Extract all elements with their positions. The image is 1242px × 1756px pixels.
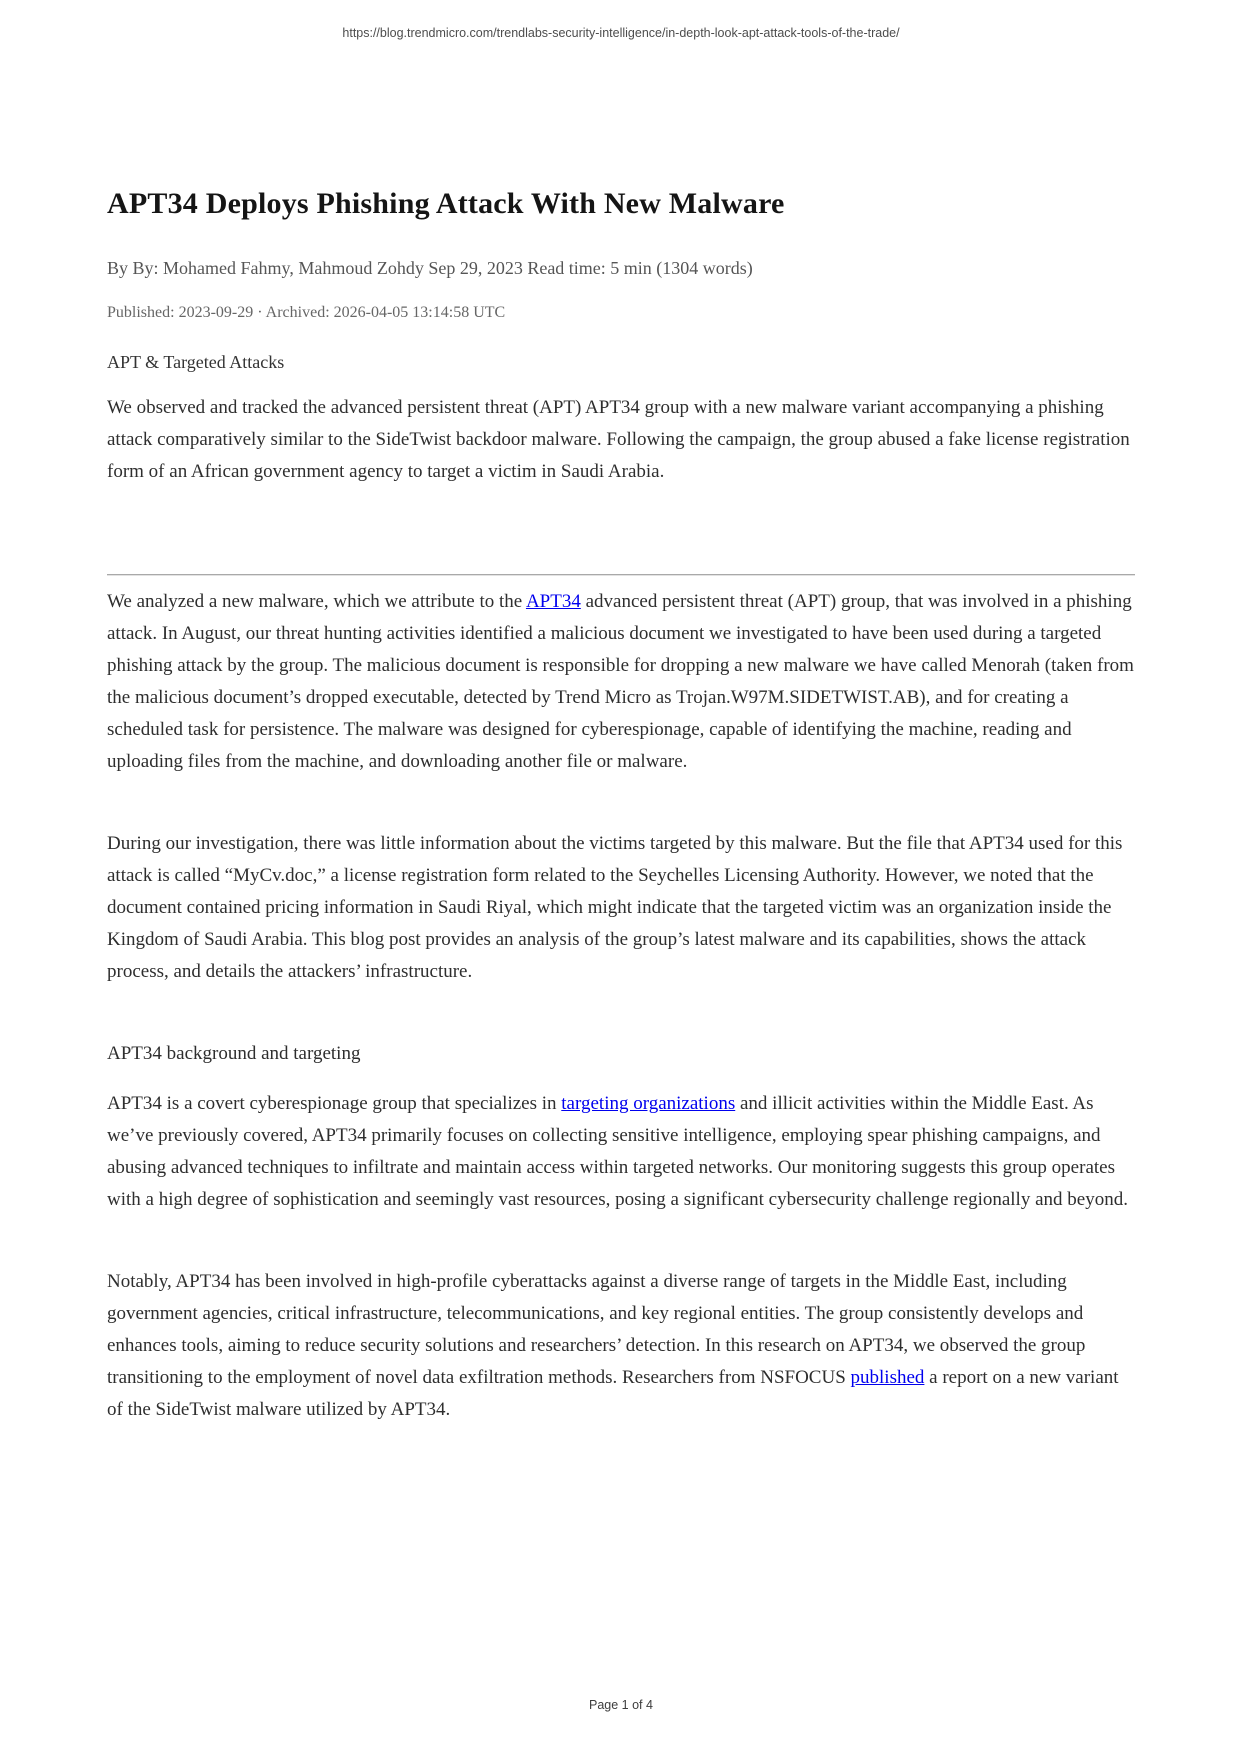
source-url: https://blog.trendmicro.com/trendlabs-security-intelligence/in-depth-look-apt-attack-tools-of-the-trade/ [342,26,900,40]
article-paragraph: We analyzed a new malware, which we attribute to the APT34 advanced persistent threat (APT) group, that was involved in a phishing attack. In August, our threat hunting activities identified a malicious document we investigated to have been used during a targeted phishing attack by the group. The malicious document is responsible for dropping a new malware we have called Menorah (taken from the malicious document’s dropped executable, detected by Trend Micro as Trojan.W97M.SIDETWIST.AB), and for creating a scheduled task for persistence. The malware was designed for cyberespionage, capable of identifying the machine, reading and uploading files from the machine, and downloading another file or malware. [107,591,1134,772]
horizontal-divider [107,574,1135,576]
published-archived-timestamp: Published: 2023-09-29 · Archived: 2026-04-05 13:14:58 UTC [107,304,506,321]
article-lede: We observed and tracked the advanced persistent threat (APT) APT34 group with a new malware variant accompanying a phishing attack comparatively similar to the SideTwist backdoor malware. Following the campaign, the group abused a fake license registration form of an African government agency to target a victim in Saudi Arabia. [107,397,1130,482]
inline-link[interactable]: APT34 [525,591,581,612]
inline-link[interactable]: targeting organizations [561,1093,736,1114]
article-content [107,0,1135,1476]
page-number: Page 1 of 4 [589,1698,653,1712]
article-paragraph: APT34 is a covert cyberespionage group that specializes in targeting organizations and illicit activities within the Middle East. As we’ve previously covered, APT34 primarily focuses on collecting sensitive intelligence, employing spear phishing campaigns, and abusing advanced techniques to infiltrate and maintain access within targeted networks. Our monitoring suggests this group operates with a high degree of sophistication and seemingly vast resources, posing a significant cybersecurity challenge regionally and beyond. [107,1093,1128,1210]
inline-link[interactable]: published [850,1367,925,1388]
article-byline: By By: Mohamed Fahmy, Mahmoud Zohdy Sep 29, 2023 Read time: 5 min (1304 words) [107,258,753,278]
section-heading: APT34 background and targeting [107,1043,361,1064]
article-category: APT & Targeted Attacks [107,352,285,372]
article-paragraph: During our investigation, there was little information about the victims targeted by this malware. But the file that APT34 used for this attack is called “MyCv.doc,” a license registration form related to the Seychelles Licensing Authority. However, we noted that the document contained pricing information in Saudi Riyal, which might indicate that the targeted victim was an organization inside the Kingdom of Saudi Arabia. This blog post provides an analysis of the group’s latest malware and its capabilities, shows the attack process, and details the attackers’ infrastructure. [107,833,1123,982]
article-paragraph: Notably, APT34 has been involved in high-profile cyberattacks against a diverse range of targets in the Middle East, including government agencies, critical infrastructure, telecommunications, and key regional entities. The group consistently develops and enhances tools, aiming to reduce security solutions and researchers’ detection. In this research on APT34, we observed the group transitioning to the employment of novel data exfiltration methods. Researchers from NSFOCUS published a report on a new variant of the SideTwist malware utilized by APT34. [107,1271,1119,1420]
page-title: APT34 Deploys Phishing Attack With New Malware [107,187,785,220]
article-body [107,586,1135,1426]
